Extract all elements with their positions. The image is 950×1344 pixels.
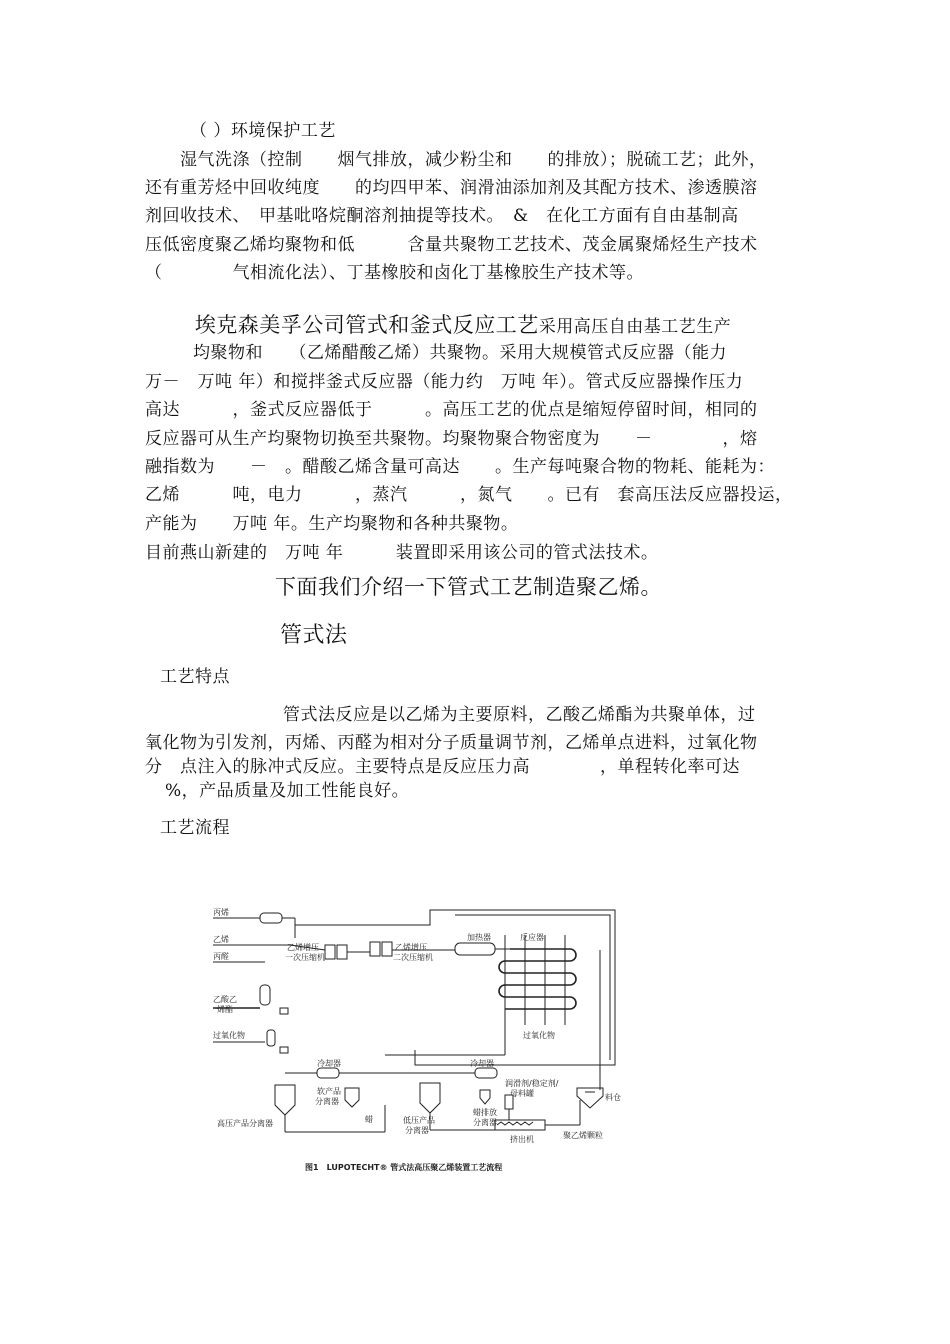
label-primary-compressor-2: 一次压缩机 [285, 953, 325, 962]
features-line-2: 氧化物为引发剂，丙烯、丙醛为相对分子质量调节剂，乙烯单点进料，过氧化物 [145, 733, 758, 753]
label-hp-separator: 高压产品分离器 [217, 1119, 273, 1128]
exxon-heading-tail: 采用高压自由基工艺生产 [538, 317, 732, 337]
tubular-title: 管式法 [280, 623, 348, 648]
figure-caption: 图1 LUPOTECHT® 管式法高压聚乙烯装置工艺流程 [305, 1163, 503, 1172]
label-lp-separator-1: 低压产品 [403, 1116, 435, 1125]
label-ethylene: 乙烯 [213, 935, 229, 944]
exxon-line-1: 均聚物和 （乙烯醋酸乙烯）共聚物。采用大规模管式反应器（能力 [193, 343, 727, 363]
exxon-line-7: 产能为 万吨 年。生产均聚物和各种共聚物。 [145, 514, 519, 534]
label-wax-drain-2: 分离器 [473, 1118, 497, 1127]
exxon-line-6: 乙烯 吨，电力 ，蒸汽 ，氮气 。已有 套高压法反应器投运， [145, 485, 793, 505]
label-additive-2: 母料罐 [510, 1089, 534, 1098]
label-reactor: 反应器 [520, 933, 544, 942]
label-peroxide-reactor: 过氧化物 [523, 1031, 555, 1040]
exxon-line-2: 万－ 万吨 年）和搅拌釜式反应器（能力约 万吨 年）。管式反应器操作压力 [145, 372, 744, 392]
label-wax: 蜡 [365, 1115, 373, 1124]
exxon-heading: 埃克森美孚公司管式和釜式反应工艺 [194, 313, 539, 337]
label-propylene: 丙烯 [213, 908, 229, 917]
label-lp-separator-2: 分离器 [405, 1126, 429, 1135]
process-flow-diagram [205, 890, 645, 1180]
label-vinyl-acetate-2: 烯酯 [217, 1005, 233, 1014]
intro-sentence: 下面我们介绍一下管式工艺制造聚乙烯。 [275, 575, 662, 599]
flow-heading: 工艺流程 [160, 818, 230, 838]
features-line-1: 管式法反应是以乙烯为主要原料，乙酸乙烯酯为共聚单体，过 [283, 705, 756, 725]
exxon-line-4: 反应器可从生产均聚物切换至共聚物。均聚物聚合物密度为 － ，熔 [145, 429, 758, 449]
label-secondary-compressor-2: 二次压缩机 [393, 953, 433, 962]
features-line-4: %，产品质量及加工性能良好。 [165, 781, 410, 801]
label-primary-compressor-1: 乙烯增压 [287, 943, 319, 952]
features-heading: 工艺特点 [160, 667, 230, 687]
label-soft-product-2: 分离器 [315, 1097, 339, 1106]
label-cooler-1: 冷却器 [317, 1059, 341, 1068]
env-line-5: （ 气相流化法）、丁基橡胶和卤化丁基橡胶生产技术等。 [145, 263, 644, 283]
label-extruder: 挤出机 [510, 1135, 534, 1144]
label-cooler-2: 冷却器 [470, 1059, 494, 1068]
label-additive-1: 润滑剂/稳定剂/ [505, 1079, 559, 1088]
label-wax-drain-1: 蜡排放 [473, 1108, 497, 1117]
label-secondary-compressor-1: 乙烯增压 [395, 943, 427, 952]
env-line-2: 还有重芳烃中回收纯度 的均四甲苯、润滑油添加剂及其配方技术、渗透膜溶 [145, 178, 758, 198]
exxon-heading-line [183, 292, 731, 338]
label-pellets: 聚乙烯颗粒 [563, 1131, 603, 1140]
label-silo: 料仓 [605, 1093, 621, 1102]
env-line-1: 湿气洗涤（控制 烟气排放，减少粉尘和 的排放）；脱硫工艺；此外， [180, 150, 767, 170]
exxon-line-3: 高达 ，釜式反应器低于 。高压工艺的优点是缩短停留时间，相同的 [145, 400, 758, 420]
env-line-4: 压低密度聚乙烯均聚物和低 含量共聚物工艺技术、茂金属聚烯烃生产技术 [145, 235, 758, 255]
env-line-3: 剂回收技术、 甲基吡咯烷酮溶剂抽提等技术。 & 在化工方面有自由基制高 [145, 206, 739, 226]
label-propanal: 丙醛 [213, 952, 229, 961]
label-vinyl-acetate-1: 乙酸乙 [213, 995, 237, 1004]
label-preheater: 加热器 [467, 933, 491, 942]
label-soft-product-1: 软产品 [317, 1087, 341, 1096]
section-env-heading: （ ）环境保护工艺 [190, 121, 336, 141]
exxon-line-8: 目前燕山新建的 万吨 年 装置即采用该公司的管式法技术。 [145, 543, 659, 563]
exxon-line-5: 融指数为 － 。醋酸乙烯含量可高达 。生产每吨聚合物的物耗、能耗为： [145, 457, 775, 477]
reactor-coil [499, 935, 576, 1025]
label-peroxide-left: 过氧化物 [213, 1031, 245, 1040]
features-line-3: 分 点注入的脉冲式反应。主要特点是反应压力高 ，单程转化率可达 [145, 757, 740, 777]
